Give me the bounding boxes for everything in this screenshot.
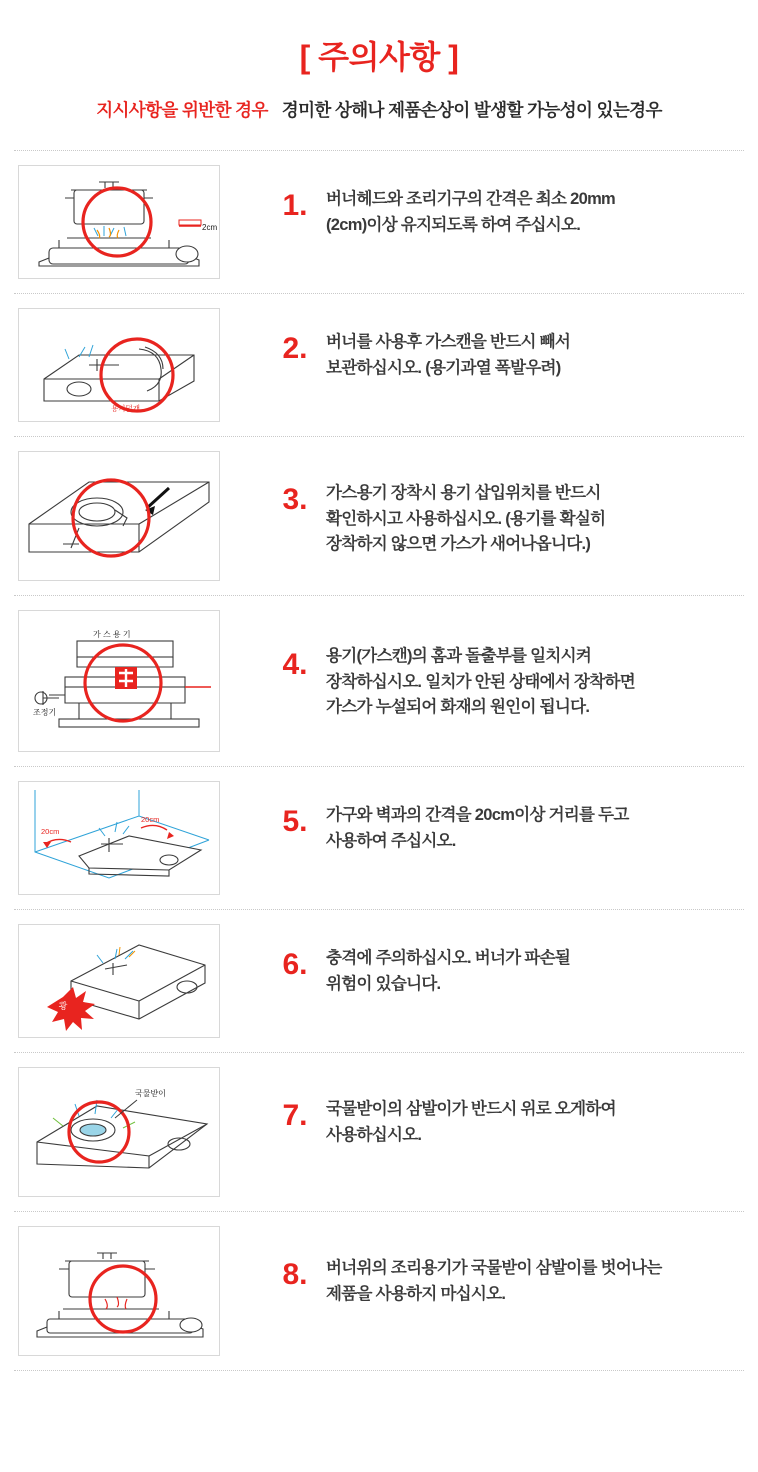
list-item: [14, 1052, 744, 1211]
item-number: 5.: [282, 805, 308, 839]
item-text: 가구와 벽과의 간격을 20cm이상 거리를 두고 사용하여 주십시오.: [326, 806, 629, 850]
item-text: 버너위의 조리용기가 국물받이 삼발이를 벗어나는 제품을 사용하지 마십시오.: [326, 1259, 662, 1303]
item-number: 2.: [282, 332, 308, 366]
item-text: 버너를 사용후 가스캔을 반드시 빼서 보관하십시오. (용기과열 폭발우려): [326, 333, 571, 377]
list-item: [14, 293, 744, 436]
item-number: 4.: [282, 648, 308, 682]
svg-text:쾅: 쾅: [58, 1001, 68, 1012]
subtitle-warning-result: 경미한 상해나 제품손상이 발생할 가능성이 있는경우: [281, 100, 662, 121]
caution-list: [14, 150, 744, 1371]
drip-tray-trivet-orientation-illustration: [18, 1067, 220, 1197]
svg-text:용기덮개: 용기덮개: [111, 404, 140, 414]
oversized-pot-warning-illustration: [18, 1226, 220, 1356]
item-number: 1.: [282, 189, 308, 223]
wall-clearance-illustration: [18, 781, 220, 895]
item-text: 충격에 주의하십시오. 버너가 파손될 위험이 있습니다.: [326, 949, 571, 993]
subtitle-warning-condition: 지시사항을 위반한 경우: [96, 100, 268, 121]
list-item: [14, 436, 744, 595]
svg-text:조정기: 조정기: [33, 708, 57, 718]
list-item: [14, 909, 744, 1052]
svg-text:20cm: 20cm: [41, 827, 60, 837]
item-number: 8.: [282, 1258, 308, 1292]
item-text: 용기(가스캔)의 홈과 돌출부를 일치시켜 장착하십시오. 일치가 안된 상태에서 장착하면 가스가 누설되어 화재의 원인이 됩니다.: [326, 647, 635, 717]
svg-text:20cm: 20cm: [141, 815, 160, 825]
burner-pot-clearance-illustration: [18, 165, 220, 279]
impact-warning-illustration: [18, 924, 220, 1038]
item-text: 버너헤드와 조리기구의 간격은 최소 20mm (2cm)이상 유지되도록 하여 주십시오.: [326, 190, 616, 234]
item-text: 가스용기 장착시 용기 삽입위치를 반드시 확인하시고 사용하십시오. (용기를 확실히 장착하지 않으면 가스가 새어나옵니다.): [326, 484, 606, 554]
item-number: 3.: [282, 483, 308, 517]
list-item: [14, 766, 744, 909]
list-item: [14, 595, 744, 766]
item-text: 국물받이의 삼발이가 반드시 위로 오게하여 사용하십시오.: [326, 1100, 616, 1144]
subtitle-row: [0, 97, 758, 128]
gas-can-insert-position-illustration: [18, 451, 220, 581]
svg-text:국물받이: 국물받이: [135, 1089, 166, 1099]
list-item: [14, 1211, 744, 1371]
svg-text:가 스 용 기: 가 스 용 기: [93, 630, 131, 640]
list-item: [14, 150, 744, 293]
item-number: 7.: [282, 1099, 308, 1133]
page-title: [ 주의사항 ]: [299, 39, 459, 75]
remove-gas-can-illustration: [18, 308, 220, 422]
item-number: 6.: [282, 948, 308, 982]
svg-text:2cm: 2cm: [202, 223, 218, 233]
gas-can-groove-alignment-illustration: [18, 610, 220, 752]
